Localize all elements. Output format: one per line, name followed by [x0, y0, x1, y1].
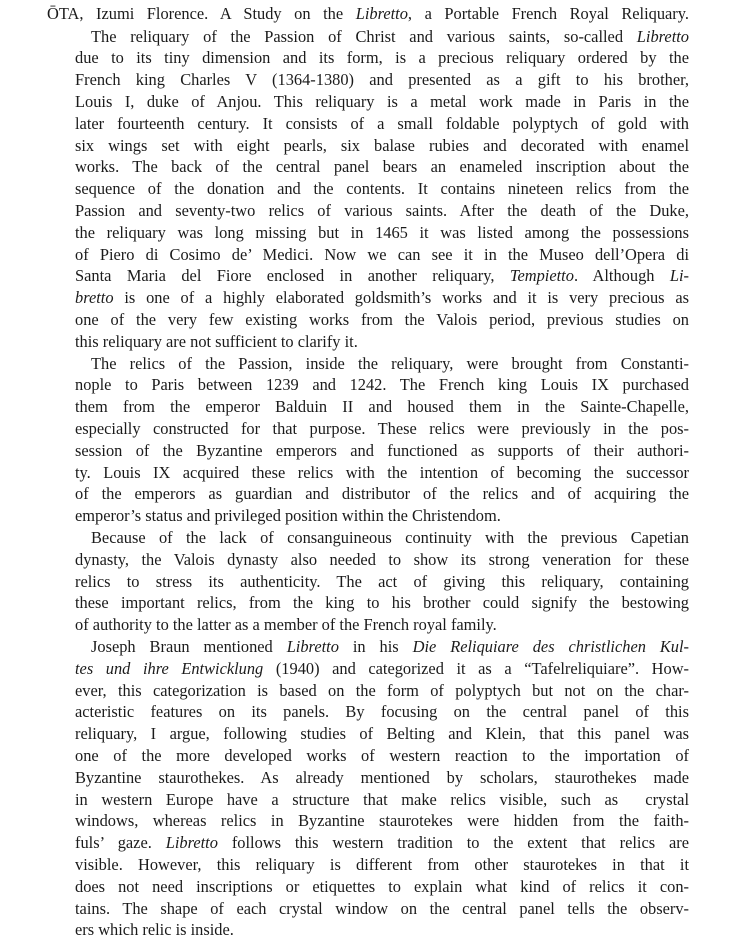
text-line-content: [91, 26, 689, 48]
title-prefix: A Study on the: [208, 4, 356, 23]
text-line: [0, 810, 750, 832]
text-line-content: [75, 898, 689, 920]
text-line: [0, 898, 750, 920]
text-line-content: [75, 549, 689, 571]
italic-text: Li-: [669, 266, 690, 286]
text-run: The reliquary of the Passion of Christ and various saints, so-called: [91, 26, 637, 46]
text-line-content: [75, 200, 689, 222]
text-line-content: [75, 723, 689, 745]
abstract-heading: [0, 3, 750, 25]
text-run: French king Charles V (1364-1380) and presented as a gift to his brother,: [75, 70, 689, 90]
text-line-content: [91, 636, 689, 658]
text-run: ever, this categorization is based on the form of polyptych but not on the char-: [75, 680, 689, 700]
text-line: [0, 919, 750, 941]
text-line: [0, 483, 750, 505]
text-line-content: [75, 462, 689, 484]
text-line: [0, 178, 750, 200]
author-name: ŌTA, Izumi Florence.: [47, 4, 209, 23]
text-run: session of the Byzantine emperors and functioned as supports of their authori-: [75, 440, 689, 460]
text-line-content: [75, 418, 689, 440]
text-line-content: [75, 571, 689, 593]
text-line-content: [75, 156, 689, 178]
text-run: of Piero di Cosimo de’ Medici. Now we can see it in the Museo dell’Opera di: [75, 244, 689, 264]
text-run: due to its tiny dimension and its form, is a precious reliquary ordered by the: [75, 48, 689, 68]
text-line-content: [91, 527, 689, 549]
text-line-content: [75, 854, 689, 876]
text-line: [0, 701, 750, 723]
text-line: [0, 876, 750, 898]
text-line-content: [75, 47, 689, 69]
italic-text: Die Reliquiare des christlichen Kul-: [412, 637, 689, 656]
text-line-content: [75, 91, 689, 113]
text-run: fuls’ gaze.: [75, 833, 166, 853]
text-line-content: [75, 701, 689, 723]
text-line: [0, 462, 750, 484]
text-line: [0, 592, 750, 614]
text-line-content: [75, 810, 689, 832]
text-line: [0, 614, 750, 636]
text-line: [0, 156, 750, 178]
text-line-content: [75, 505, 501, 527]
text-line: [0, 353, 750, 375]
text-run: one of the more developed works of western reaction to the importation of: [75, 746, 689, 765]
text-run: these important relics, from the king to his brother could signify the bestowing: [75, 593, 689, 613]
text-run: one of the very few existing works from the Valois period, previous studies on: [75, 310, 689, 329]
text-run: reliquary, I argue, following studies of Belting and Klein, that this panel was: [75, 724, 689, 744]
italic-text: Libretto: [165, 833, 218, 853]
text-line-content: [75, 113, 689, 135]
text-line: [0, 265, 750, 287]
text-run: ers which relic is inside.: [75, 920, 234, 940]
text-run: Santa Maria del Fiore enclosed in another reliquary,: [75, 266, 510, 286]
text-line: [0, 549, 750, 571]
text-line: [0, 680, 750, 702]
text-run: in his: [338, 637, 413, 656]
text-run: this reliquary are not sufficient to clarify it.: [75, 331, 358, 351]
text-line: [0, 745, 750, 767]
text-run: of authority to the latter as a member of the French royal family.: [75, 615, 497, 635]
text-line: [0, 287, 750, 309]
italic-text: Libretto: [636, 26, 689, 46]
text-run: sequence of the donation and the contents. It contains nineteen relics from the: [75, 179, 689, 199]
text-run: Passion and seventy-two relics of various saints. After the death of the Duke,: [75, 201, 689, 220]
text-run: follows this western tradition to the extent that relics are: [217, 833, 690, 853]
text-line: [0, 723, 750, 745]
text-run: windows, whereas relics in Byzantine staurotekes were hidden from the faith-: [75, 811, 689, 831]
text-line: [0, 200, 750, 222]
text-line-content: [75, 265, 689, 287]
text-line: [0, 69, 750, 91]
text-line-content: [75, 614, 497, 636]
title-italic: Libretto: [355, 4, 408, 23]
text-line: [0, 789, 750, 811]
text-line: [0, 396, 750, 418]
text-run: Louis I, duke of Anjou. This reliquary is a metal work made in Paris in the: [75, 92, 689, 111]
text-line-content: [75, 178, 689, 200]
italic-text: Tempietto: [509, 266, 574, 286]
text-run: Because of the lack of consanguineous continuity with the previous Capetian: [91, 528, 689, 547]
text-line: [0, 222, 750, 244]
text-line-content: [91, 353, 689, 375]
title-suffix: , a Portable French Royal Reliquary.: [407, 4, 689, 23]
text-run: nople to Paris between 1239 and 1242. The French king Louis IX purchased: [75, 375, 689, 395]
text-line-content: [75, 767, 689, 789]
text-run: later fourteenth century. It consists of a small foldable polyptych of gold with: [75, 113, 689, 133]
text-line-content: [75, 69, 689, 91]
text-line: [0, 527, 750, 549]
text-run: dynasty, the Valois dynasty also needed to show its strong veneration for these: [75, 549, 689, 569]
text-line-content: [75, 222, 689, 244]
heading-line: [47, 3, 689, 25]
text-line: [0, 767, 750, 789]
text-run: acteristic features on its panels. By focusing on the central panel of this: [75, 702, 689, 722]
italic-text: tes und ihre Entwicklung: [75, 658, 264, 678]
text-run: the reliquary was long missing but in 1465 it was listed among the possessions: [75, 222, 689, 242]
text-line-content: [75, 919, 234, 941]
text-run: (1940) and categorized it as a “Tafelreliquiare”. How-: [263, 658, 689, 678]
text-run: . Although: [573, 266, 670, 286]
text-line-content: [75, 396, 689, 418]
text-run: six wings set with eight pearls, six balase rubies and decorated with enamel: [75, 135, 689, 155]
text-line-content: [75, 331, 358, 353]
text-line: [0, 854, 750, 876]
text-run: visible. However, this reliquary is different from other staurotekes in that it: [75, 855, 689, 874]
italic-text: bretto: [75, 288, 114, 308]
text-line: [0, 374, 750, 396]
text-line-content: [75, 374, 689, 396]
text-line-content: [75, 309, 689, 331]
text-line: [0, 331, 750, 353]
text-line: [0, 91, 750, 113]
text-line-content: [75, 287, 689, 309]
text-line-content: [75, 832, 689, 854]
text-run: relics to stress its authenticity. The act of giving this reliquary, containing: [75, 571, 689, 591]
text-line-content: [75, 680, 689, 702]
text-run: Byzantine staurothekes. As already mentioned by scholars, staurothekes made: [75, 767, 689, 787]
text-run: especially constructed for that purpose. These relics were previously in the pos-: [75, 419, 689, 438]
text-run: of the emperors as guardian and distributor of the relics and of acquiring the: [75, 484, 689, 504]
text-line: [0, 832, 750, 854]
text-line: [0, 244, 750, 266]
text-run: emperor’s status and privileged position within the Christendom.: [75, 506, 501, 526]
text-line-content: [75, 658, 689, 680]
text-line: [0, 505, 750, 527]
text-line: [0, 636, 750, 658]
text-run: Joseph Braun mentioned: [91, 637, 287, 656]
text-run: them from the emperor Balduin II and housed them in the Sainte-Chapelle,: [75, 397, 689, 417]
text-line: [0, 26, 750, 48]
text-line-content: [75, 135, 689, 157]
text-line-content: [75, 592, 689, 614]
text-line-content: [75, 745, 689, 767]
text-line-content: [75, 789, 689, 811]
text-run: is one of a highly elaborated goldsmith’s works and it is very precious as: [113, 288, 689, 308]
text-line: [0, 135, 750, 157]
text-run: works. The back of the central panel bears an enameled inscription about the: [75, 157, 689, 177]
text-run: in western Europe have a structure that make relics visible, such as crystal: [75, 789, 689, 809]
text-run: The relics of the Passion, inside the reliquary, were brought from Constanti-: [91, 353, 689, 373]
text-line: [0, 658, 750, 680]
text-line: [0, 113, 750, 135]
text-line: [0, 309, 750, 331]
text-line: [0, 571, 750, 593]
text-run: tains. The shape of each crystal window on the central panel tells the observ-: [75, 898, 689, 918]
text-run: ty. Louis IX acquired these relics with the intention of becoming the successor: [75, 462, 689, 482]
text-line: [0, 418, 750, 440]
text-line-content: [75, 440, 689, 462]
text-run: does not need inscriptions or etiquettes to explain what kind of relics it con-: [75, 876, 689, 896]
text-line-content: [75, 244, 689, 266]
text-line-content: [75, 483, 689, 505]
italic-text: Libretto: [286, 637, 339, 656]
text-line-content: [75, 876, 689, 898]
text-line: [0, 440, 750, 462]
text-line: [0, 47, 750, 69]
